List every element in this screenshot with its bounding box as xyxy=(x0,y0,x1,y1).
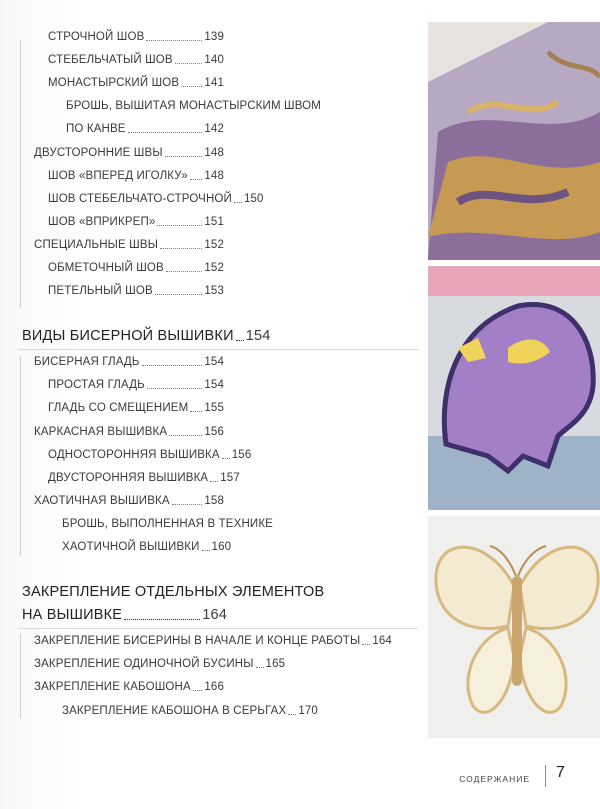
toc-entry[interactable] xyxy=(48,401,224,415)
toc-entry[interactable] xyxy=(48,378,224,392)
toc-entry-page: 150 xyxy=(243,193,264,205)
elephant-brooch-photo xyxy=(428,266,600,510)
toc-entry-title: БРОШЬ, ВЫПОЛНЕННАЯ В ТЕХНИКЕ xyxy=(62,518,273,530)
toc-entry[interactable] xyxy=(34,425,224,439)
toc-entry[interactable] xyxy=(48,76,224,90)
toc-entry-page: 165 xyxy=(265,658,286,670)
toc-entry[interactable] xyxy=(66,122,224,136)
toc-entry-page: 148 xyxy=(204,170,224,182)
toc-entry-title: МОНАСТЫРСКИЙ ШОВ xyxy=(48,77,180,89)
beaded-embroidery-photo xyxy=(428,22,600,260)
toc-entry-page: 166 xyxy=(204,681,224,693)
embroidery-cross-stitch-image xyxy=(428,22,600,260)
leader-dots xyxy=(169,435,202,436)
leader-dots xyxy=(172,504,203,505)
toc-entry-page: 164 xyxy=(372,635,392,647)
leader-dots xyxy=(190,411,202,412)
page-number: 7 xyxy=(556,764,565,781)
toc-entry-page: 142 xyxy=(204,123,224,135)
leader-dots xyxy=(362,644,370,645)
toc-entry[interactable] xyxy=(48,30,224,44)
toc-entry-title: ЗАКРЕПЛЕНИЕ БИСЕРИНЫ В НАЧАЛЕ И КОНЦЕ РАБОТЫ xyxy=(34,635,361,647)
toc-entry[interactable] xyxy=(48,284,224,298)
toc-entry-page: 141 xyxy=(204,77,224,89)
toc-entry-title: ШОВ СТЕБЕЛЬЧАТО-СТРОЧНОЙ xyxy=(48,193,232,205)
indent-guide xyxy=(20,40,21,308)
toc-entry-title: ХАОТИЧНОЙ ВЫШИВКИ xyxy=(62,541,200,553)
butterfly-brooch-photo xyxy=(428,516,600,738)
toc-entry-page: 154 xyxy=(204,356,224,368)
section-rule xyxy=(18,628,418,629)
toc-entry-title: ОДНОСТОРОННЯЯ ВЫШИВКА xyxy=(48,449,220,461)
toc-section-title: НА ВЫШИВКЕ xyxy=(22,607,123,623)
toc-entry[interactable] xyxy=(48,215,224,229)
toc-entry[interactable] xyxy=(34,657,286,671)
leader-dots xyxy=(142,365,203,366)
toc-entry-title: ПРОСТАЯ ГЛАДЬ xyxy=(48,379,145,391)
toc-entry-title: БИСЕРНАЯ ГЛАДЬ xyxy=(34,356,140,368)
toc-entry[interactable] xyxy=(48,169,224,183)
toc-entry-title: ОБМЕТОЧНЫЙ ШОВ xyxy=(48,262,164,274)
toc-entry-title: ЗАКРЕПЛЕНИЕ КАБОШОНА В СЕРЬГАХ xyxy=(62,705,287,717)
toc-entry-title: КАРКАСНАЯ ВЫШИВКА xyxy=(34,426,168,438)
toc-entry[interactable] xyxy=(34,238,224,252)
toc-entry-title: ДВУСТОРОННЯЯ ВЫШИВКА xyxy=(48,472,209,484)
leader-dots xyxy=(236,340,244,341)
toc-entry[interactable] xyxy=(34,634,392,648)
toc-entry-title: СТЕБЕЛЬЧАТЫЙ ШОВ xyxy=(48,54,173,66)
toc-entry-page: 152 xyxy=(204,262,224,274)
toc-entry-page: 151 xyxy=(204,216,224,228)
leader-dots xyxy=(210,481,218,482)
leader-dots xyxy=(190,179,203,180)
toc-entry-title: БРОШЬ, ВЫШИТАЯ МОНАСТЫРСКИМ ШВОМ xyxy=(66,100,321,112)
leader-dots xyxy=(128,132,203,133)
leader-dots xyxy=(202,550,210,551)
toc-entry-title: ШОВ «ВПЕРЕД ИГОЛКУ» xyxy=(48,170,188,182)
toc-entry[interactable] xyxy=(34,146,224,160)
leader-dots xyxy=(193,690,203,691)
toc-entry-page: 157 xyxy=(220,472,240,484)
toc-entry[interactable] xyxy=(34,494,224,508)
toc-entry[interactable] xyxy=(62,704,318,718)
toc-entry-line[interactable] xyxy=(62,517,273,531)
section-rule xyxy=(18,349,418,350)
toc-section-title: ЗАКРЕПЛЕНИЕ ОТДЕЛЬНЫХ ЭЛЕМЕНТОВ xyxy=(22,584,325,600)
toc-entry-line[interactable] xyxy=(66,99,321,113)
toc-entry[interactable] xyxy=(34,680,224,694)
leader-dots xyxy=(160,248,202,249)
leader-dots xyxy=(234,202,242,203)
toc-entry-page: 139 xyxy=(204,31,224,43)
leader-dots xyxy=(256,667,264,668)
toc-section-heading[interactable] xyxy=(22,328,271,345)
toc-entry-page: 156 xyxy=(204,426,224,438)
toc-entry-page: 155 xyxy=(204,402,224,414)
toc-entry-title: ГЛАДЬ СО СМЕЩЕНИЕМ xyxy=(48,402,189,414)
toc-section-heading-line[interactable] xyxy=(22,584,325,601)
toc-entry[interactable] xyxy=(48,53,224,67)
toc-entry-title: СПЕЦИАЛЬНЫЕ ШВЫ xyxy=(34,239,159,251)
toc-section-title: ВИДЫ БИСЕРНОЙ ВЫШИВКИ xyxy=(22,328,234,344)
toc-entry-page: 158 xyxy=(204,495,224,507)
toc-entry-title: ПЕТЕЛЬНЫЙ ШОВ xyxy=(48,285,153,297)
indent-guide xyxy=(20,356,21,556)
toc-section-heading[interactable] xyxy=(22,607,227,624)
leader-dots xyxy=(155,294,203,295)
leader-dots xyxy=(157,225,202,226)
leader-dots xyxy=(175,63,203,64)
toc-entry-page: 160 xyxy=(211,541,232,553)
elephant-brooch-image xyxy=(428,266,600,510)
toc-entry-page: 154 xyxy=(204,379,224,391)
toc-entry-page: 140 xyxy=(204,54,224,66)
butterfly-brooch-image xyxy=(428,516,600,738)
toc-entry[interactable] xyxy=(48,261,224,275)
toc-section-page: 154 xyxy=(245,328,271,344)
toc-entry-title: ШОВ «ВПРИКРЕП» xyxy=(48,216,156,228)
indent-guide xyxy=(20,634,21,718)
leader-dots xyxy=(165,156,203,157)
leader-dots xyxy=(124,619,200,620)
footer-separator xyxy=(545,765,546,787)
footer-section-label: СОДЕРЖАНИЕ xyxy=(459,774,530,784)
toc-entry[interactable] xyxy=(48,471,240,485)
toc-entry-page: 153 xyxy=(204,285,224,297)
toc-entry-title: ХАОТИЧНАЯ ВЫШИВКА xyxy=(34,495,170,507)
leader-dots xyxy=(222,458,230,459)
toc-entry-page: 156 xyxy=(231,449,252,461)
leader-dots xyxy=(146,40,202,41)
toc-entry-title: ЗАКРЕПЛЕНИЕ ОДИНОЧНОЙ БУСИНЫ xyxy=(34,658,254,670)
toc-entry-title: ДВУСТОРОННИЕ ШВЫ xyxy=(34,147,163,159)
leader-dots xyxy=(288,714,296,715)
leader-dots xyxy=(166,271,203,272)
leader-dots xyxy=(147,388,203,389)
toc-entry[interactable] xyxy=(48,192,264,206)
toc-entry-page: 148 xyxy=(204,147,224,159)
toc-entry-title: ПО КАНВЕ xyxy=(66,123,126,135)
toc-section-page: 164 xyxy=(202,607,227,623)
toc-entry-page: 152 xyxy=(204,239,224,251)
toc-entry-title: ЗАКРЕПЛЕНИЕ КАБОШОНА xyxy=(34,681,191,693)
toc-entry[interactable] xyxy=(62,540,232,554)
toc-entry[interactable] xyxy=(48,448,252,462)
toc-entry[interactable] xyxy=(34,355,224,369)
leader-dots xyxy=(181,86,202,87)
toc-entry-page: 170 xyxy=(298,705,318,717)
toc-entry-title: СТРОЧНОЙ ШОВ xyxy=(48,31,145,43)
